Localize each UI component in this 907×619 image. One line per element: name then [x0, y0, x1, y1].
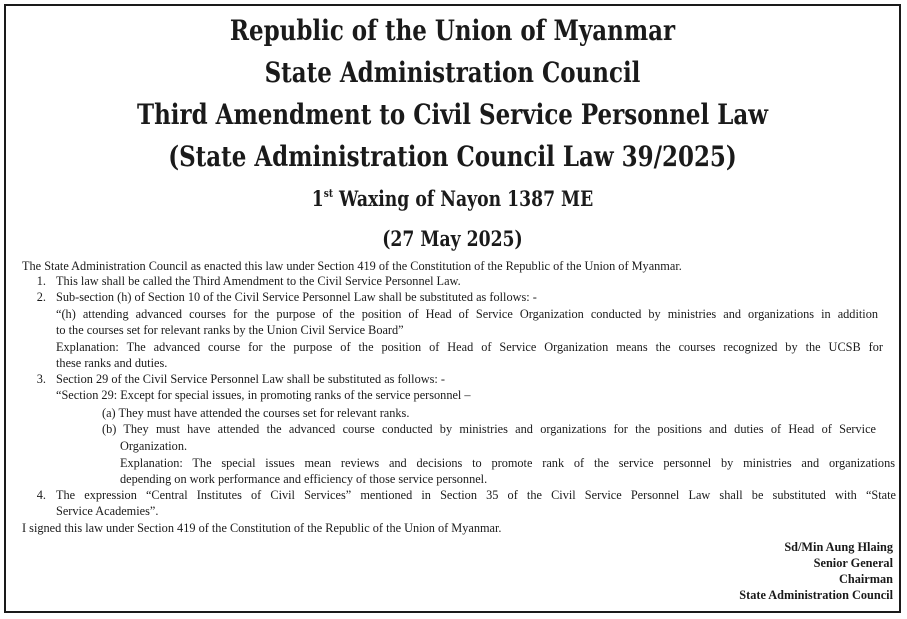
- closing-text: I signed this law under Section 419 of the Constitution of the Republic of the Union of Myanmar.: [22, 521, 502, 535]
- item-2-explanation: Explanation: The advanced course for the purpose of the position of Head of Service Organization means the courses recognized by the UCSB for: [56, 340, 883, 354]
- item-3-text: Section 29 of the Civil Service Personnel Law shall be substituted as follows: -: [56, 372, 445, 386]
- item-3-quote: “Section 29: Except for special issues, in promoting ranks of the service personnel –: [56, 388, 471, 402]
- heading-country: Republic of the Union of Myanmar: [229, 14, 676, 47]
- heading-council: State Administration Council: [264, 56, 641, 89]
- item-2-quote: “(h) attending advanced courses for the purpose of the position of Head of Service Organization conducted by ministries and organizations in addition: [56, 307, 878, 321]
- item-3-explanation: Explanation: The special issues mean reviews and decisions to promote rank of the service personnel by ministries and organizations: [120, 456, 895, 470]
- date-ordinal: st: [323, 187, 333, 200]
- item-3-clause-b: (b) They must have attended the advanced course conducted by ministries and organizations for the positions and duties of Head of Service: [102, 422, 876, 436]
- item-2-text: Sub-section (h) of Section 10 of the Civil Service Personnel Law shall be substituted as follows: -: [56, 290, 537, 304]
- signature-title: Chairman: [839, 572, 893, 586]
- item-number: 4.: [36, 488, 46, 502]
- item-4-text: The expression “Central Institutes of Civil Services” mentioned in Section 35 of the Civil Service Personnel Law shall be substituted with “State: [56, 488, 896, 502]
- date-month: Waxing of Nayon 1387 ME: [338, 186, 594, 211]
- item-number: 2.: [36, 290, 46, 304]
- heading-law-number: (State Administration Council Law 39/2025): [168, 140, 737, 173]
- signature-body: State Administration Council: [739, 588, 893, 602]
- item-3-explanation-end: depending on work performance and efficiency of those service personnel.: [120, 472, 488, 486]
- heading-gregorian-date: (27 May 2025): [382, 226, 523, 251]
- item-number: 1.: [36, 274, 46, 288]
- heading-law-title: Third Amendment to Civil Service Personnel Law: [136, 98, 769, 131]
- item-4-text-end: Service Academies”.: [56, 504, 159, 518]
- item-3-clause-a: (a) They must have attended the courses set for relevant ranks.: [102, 406, 410, 420]
- item-number: 3.: [36, 372, 46, 386]
- item-1-text: This law shall be called the Third Amendment to the Civil Service Personnel Law.: [56, 274, 461, 288]
- item-2-explanation-end: these ranks and duties.: [56, 356, 168, 370]
- item-3-clause-b-end: Organization.: [120, 439, 188, 453]
- signature-name: Sd/Min Aung Hlaing: [784, 540, 893, 554]
- law-document: [4, 4, 901, 613]
- date-day: 1: [311, 186, 324, 211]
- signature-rank: Senior General: [813, 556, 893, 570]
- item-2-quote-end: to the courses set for relevant ranks by the Union Civil Service Board”: [56, 323, 404, 337]
- heading-myanmar-date: [86, 186, 818, 211]
- intro-text: The State Administration Council as enacted this law under Section 419 of the Constitution of the Republic of the Union of Myanmar.: [22, 259, 682, 273]
